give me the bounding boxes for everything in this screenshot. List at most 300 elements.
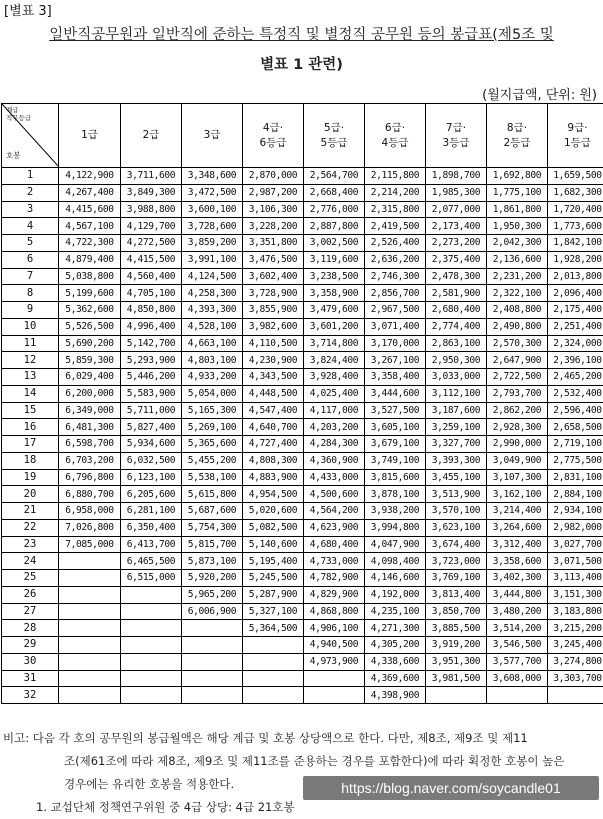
title-line-1: 일반직공무원과 일반직에 준하는 특정직 및 별정직 공무원 등의 봉급표(제5조 및 [0,20,603,50]
table-row [2,369,603,386]
salary-cell: 3,183,800 [548,603,603,620]
salary-cell: 4,122,900 [59,168,121,185]
salary-cell: 3,312,400 [487,536,548,553]
salary-cell: 3,170,000 [365,335,426,352]
salary-cell: 6,515,000 [121,570,182,587]
salary-cell: 2,967,500 [365,302,426,319]
salary-cell [121,670,182,687]
salary-cell: 6,281,100 [121,503,182,520]
salary-cell: 3,479,600 [304,302,365,319]
salary-cell: 4,284,300 [304,436,365,453]
salary-cell: 5,711,000 [121,402,182,419]
salary-cell: 3,444,800 [487,586,548,603]
salary-cell: 2,719,100 [548,436,603,453]
table-row [2,486,603,503]
salary-cell [426,687,487,704]
salary-cell: 4,393,300 [182,302,243,319]
salary-cell: 4,623,900 [304,519,365,536]
salary-cell: 2,231,200 [487,268,548,285]
corner-step-label: 호봉 [6,148,21,163]
salary-cell: 5,245,500 [243,570,304,587]
salary-cell: 4,448,500 [243,385,304,402]
step-cell: 32 [2,687,59,704]
salary-cell: 5,038,800 [59,268,121,285]
step-cell: 6 [2,251,59,268]
salary-cell: 4,117,000 [304,402,365,419]
salary-cell: 5,859,300 [59,352,121,369]
salary-cell: 3,723,000 [426,553,487,570]
salary-cell: 2,315,800 [365,201,426,218]
salary-cell: 2,793,700 [487,385,548,402]
salary-cell: 4,733,000 [304,553,365,570]
step-cell: 7 [2,268,59,285]
grade-column-header: 4급· 6등급 [243,104,304,168]
salary-cell: 2,982,000 [548,519,603,536]
salary-cell: 2,396,100 [548,352,603,369]
salary-cell: 2,251,400 [548,318,603,335]
salary-cell: 3,514,200 [487,620,548,637]
salary-cell: 2,990,000 [487,436,548,453]
salary-cell: 7,085,000 [59,536,121,553]
step-cell: 27 [2,603,59,620]
blog-watermark: https://blog.naver.com/soycandle01 [303,776,599,800]
table-row [2,452,603,469]
salary-cell: 2,775,500 [548,452,603,469]
salary-cell: 5,446,200 [121,369,182,386]
note-line: 경우에는 유리한 호봉을 적용한다. [3,773,601,796]
salary-cell: 4,203,200 [304,419,365,436]
salary-cell: 3,982,600 [243,318,304,335]
salary-cell [182,653,243,670]
salary-cell: 3,214,400 [487,503,548,520]
salary-cell: 4,305,200 [365,637,426,654]
salary-cell: 3,187,600 [426,402,487,419]
salary-cell [121,687,182,704]
salary-cell: 5,082,500 [243,519,304,536]
salary-cell: 4,415,600 [59,201,121,218]
salary-cell: 4,338,600 [365,653,426,670]
salary-cell [59,670,121,687]
salary-cell: 2,175,400 [548,302,603,319]
salary-cell: 3,027,700 [548,536,603,553]
salary-cell: 2,950,300 [426,352,487,369]
salary-cell [121,620,182,637]
salary-cell: 5,873,100 [182,553,243,570]
salary-cell: 4,369,600 [365,670,426,687]
salary-cell: 6,465,500 [121,553,182,570]
step-cell: 16 [2,419,59,436]
salary-cell: 1,720,400 [548,201,603,218]
salary-cell: 3,824,400 [304,352,365,369]
grade-column-header: 6급· 4등급 [365,104,426,168]
salary-cell: 3,728,600 [182,218,243,235]
salary-cell [59,570,121,587]
salary-cell [59,620,121,637]
salary-cell: 6,006,900 [182,603,243,620]
salary-cell: 4,230,900 [243,352,304,369]
table-row [2,570,603,587]
salary-cell: 5,934,600 [121,436,182,453]
table-row [2,385,603,402]
salary-cell: 5,455,200 [182,452,243,469]
salary-cell: 4,850,800 [121,302,182,319]
salary-cell: 3,859,200 [182,235,243,252]
table-row [2,637,603,654]
table-row [2,586,603,603]
salary-cell: 5,364,500 [243,620,304,637]
salary-cell: 2,322,100 [487,285,548,302]
salary-cell: 2,077,000 [426,201,487,218]
salary-cell [182,637,243,654]
salary-cell: 3,455,100 [426,469,487,486]
step-cell: 20 [2,486,59,503]
table-row [2,553,603,570]
step-cell: 17 [2,436,59,453]
salary-cell: 7,026,800 [59,519,121,536]
salary-cell [182,687,243,704]
salary-cell: 3,245,400 [548,637,603,654]
salary-cell: 3,674,400 [426,536,487,553]
salary-cell: 2,856,700 [365,285,426,302]
salary-cell: 4,954,500 [243,486,304,503]
salary-cell: 5,687,600 [182,503,243,520]
salary-cell: 3,071,400 [365,318,426,335]
salary-cell: 5,327,100 [243,603,304,620]
salary-cell: 3,600,100 [182,201,243,218]
salary-cell: 1,775,100 [487,184,548,201]
salary-cell: 4,272,500 [121,235,182,252]
salary-cell: 3,601,200 [304,318,365,335]
grade-column-header: 3급 [182,104,243,168]
salary-cell: 3,259,100 [426,419,487,436]
salary-cell [59,687,121,704]
step-cell: 18 [2,452,59,469]
note-item: 1. 교섭단체 정책연구위원 중 4급 상당: 4급 21호봉 [3,796,601,819]
salary-cell: 4,868,800 [304,603,365,620]
salary-cell: 4,722,300 [59,235,121,252]
table-row [2,318,603,335]
salary-cell: 6,958,000 [59,503,121,520]
salary-cell [487,687,548,704]
salary-cell: 2,928,300 [487,419,548,436]
salary-cell: 3,033,000 [426,369,487,386]
salary-cell: 2,887,800 [304,218,365,235]
salary-cell: 3,919,200 [426,637,487,654]
step-cell: 11 [2,335,59,352]
table-row [2,335,603,352]
table-row [2,436,603,453]
table-row [2,285,603,302]
salary-cell: 5,165,300 [182,402,243,419]
salary-cell: 3,476,500 [243,251,304,268]
salary-cell: 5,195,400 [243,553,304,570]
salary-cell: 6,200,000 [59,385,121,402]
salary-cell [182,620,243,637]
salary-cell: 5,140,600 [243,536,304,553]
salary-cell [243,670,304,687]
salary-cell: 4,398,900 [365,687,426,704]
salary-cell: 2,490,800 [487,318,548,335]
salary-cell: 3,351,800 [243,235,304,252]
salary-cell: 2,746,300 [365,268,426,285]
salary-cell: 2,532,400 [548,385,603,402]
salary-cell: 3,527,500 [365,402,426,419]
salary-cell: 5,287,900 [243,586,304,603]
salary-cell: 2,324,000 [548,335,603,352]
salary-cell: 2,478,300 [426,268,487,285]
salary-cell [121,603,182,620]
step-cell: 24 [2,553,59,570]
salary-cell: 4,047,900 [365,536,426,553]
salary-cell: 2,013,800 [548,268,603,285]
salary-cell: 1,842,100 [548,235,603,252]
pay-table-body [2,168,603,704]
salary-cell: 4,933,200 [182,369,243,386]
salary-cell: 2,776,000 [304,201,365,218]
salary-cell: 1,682,300 [548,184,603,201]
salary-cell: 4,271,300 [365,620,426,637]
note-line: 조(제61조에 따라 제8조, 제9조 및 제11조를 준용하는 경우를 포함한다)에 따라 획정한 호봉이 높은 [3,750,601,773]
step-cell: 21 [2,503,59,520]
salary-cell: 2,173,400 [426,218,487,235]
table-row [2,352,603,369]
salary-cell: 3,002,500 [304,235,365,252]
salary-cell: 4,110,500 [243,335,304,352]
salary-cell: 4,235,100 [365,603,426,620]
salary-cell: 2,636,200 [365,251,426,268]
salary-cell: 2,987,200 [243,184,304,201]
salary-cell: 2,564,700 [304,168,365,185]
salary-cell: 4,567,100 [59,218,121,235]
salary-cell: 3,991,100 [182,251,243,268]
step-cell: 8 [2,285,59,302]
salary-cell [182,670,243,687]
table-row [2,670,603,687]
salary-cell: 4,560,400 [121,268,182,285]
salary-cell: 4,808,300 [243,452,304,469]
salary-cell [243,637,304,654]
salary-cell: 5,269,100 [182,419,243,436]
grade-column-header: 9급· 1등급 [548,104,603,168]
salary-cell: 5,690,200 [59,335,121,352]
salary-cell: 3,855,900 [243,302,304,319]
grade-column-header: 1급 [59,104,121,168]
salary-cell: 2,419,500 [365,218,426,235]
salary-cell: 4,782,900 [304,570,365,587]
grade-column-header: 8급· 2등급 [487,104,548,168]
salary-cell: 2,774,400 [426,318,487,335]
salary-cell: 4,192,000 [365,586,426,603]
header-row [2,104,603,168]
step-cell: 15 [2,402,59,419]
table-row [2,503,603,520]
salary-cell: 2,596,400 [548,402,603,419]
salary-cell [243,687,304,704]
step-cell: 5 [2,235,59,252]
salary-cell: 6,032,500 [121,452,182,469]
table-row [2,268,603,285]
salary-cell [59,603,121,620]
step-cell: 31 [2,670,59,687]
salary-cell: 3,994,800 [365,519,426,536]
salary-cell: 3,151,300 [548,586,603,603]
grade-column-header: 2급 [121,104,182,168]
salary-cell: 2,647,900 [487,352,548,369]
salary-cell: 3,162,100 [487,486,548,503]
salary-cell [121,637,182,654]
salary-cell: 5,293,900 [121,352,182,369]
salary-cell: 4,025,400 [304,385,365,402]
salary-cell: 2,465,200 [548,369,603,386]
salary-cell: 4,528,100 [182,318,243,335]
step-cell: 19 [2,469,59,486]
salary-cell: 3,106,300 [243,201,304,218]
salary-cell: 5,020,600 [243,503,304,520]
table-row [2,687,603,704]
salary-cell: 5,754,300 [182,519,243,536]
step-cell: 23 [2,536,59,553]
salary-cell: 2,570,300 [487,335,548,352]
salary-cell: 4,564,200 [304,503,365,520]
salary-cell: 1,659,500 [548,168,603,185]
table-row [2,201,603,218]
salary-cell: 6,796,800 [59,469,121,486]
corner-grade-label: 계급 직무등급 [6,106,31,122]
salary-cell: 3,119,600 [304,251,365,268]
salary-cell: 4,146,600 [365,570,426,587]
salary-cell: 4,829,900 [304,586,365,603]
salary-cell: 3,570,100 [426,503,487,520]
salary-cell [243,653,304,670]
salary-cell [548,687,603,704]
salary-cell: 3,113,400 [548,570,603,587]
salary-cell: 1,985,300 [426,184,487,201]
salary-cell: 3,623,100 [426,519,487,536]
salary-cell: 1,928,200 [548,251,603,268]
salary-cell: 4,940,500 [304,637,365,654]
table-row [2,469,603,486]
step-cell: 9 [2,302,59,319]
salary-cell: 6,481,300 [59,419,121,436]
salary-cell: 6,350,400 [121,519,182,536]
pay-table [1,103,603,704]
salary-cell: 5,827,400 [121,419,182,436]
salary-cell: 3,358,400 [365,369,426,386]
salary-cell: 5,583,900 [121,385,182,402]
table-row [2,251,603,268]
salary-cell: 4,879,400 [59,251,121,268]
salary-cell: 3,769,100 [426,570,487,587]
salary-cell: 6,349,000 [59,402,121,419]
salary-cell: 2,862,200 [487,402,548,419]
salary-cell: 4,680,400 [304,536,365,553]
salary-cell: 1,692,800 [487,168,548,185]
salary-cell: 2,680,400 [426,302,487,319]
salary-cell: 4,705,100 [121,285,182,302]
salary-cell: 1,898,700 [426,168,487,185]
title-line-2: 별표 1 관련) [0,50,603,80]
salary-cell: 2,096,400 [548,285,603,302]
salary-cell: 3,602,400 [243,268,304,285]
salary-cell: 3,358,600 [487,553,548,570]
salary-cell: 4,883,900 [243,469,304,486]
salary-cell: 3,215,200 [548,620,603,637]
salary-cell: 3,071,500 [548,553,603,570]
salary-cell [121,653,182,670]
salary-cell: 3,402,300 [487,570,548,587]
salary-cell: 4,640,700 [243,419,304,436]
salary-cell: 3,951,300 [426,653,487,670]
table-row [2,620,603,637]
salary-cell: 3,608,000 [487,670,548,687]
salary-cell: 3,815,600 [365,469,426,486]
salary-cell: 3,480,200 [487,603,548,620]
table-row [2,168,603,185]
salary-cell: 2,722,500 [487,369,548,386]
salary-cell: 4,267,400 [59,184,121,201]
salary-cell: 5,054,000 [182,385,243,402]
salary-cell [59,653,121,670]
salary-cell [304,670,365,687]
table-row [2,536,603,553]
step-cell: 1 [2,168,59,185]
step-cell: 14 [2,385,59,402]
salary-cell: 5,142,700 [121,335,182,352]
salary-cell: 5,199,600 [59,285,121,302]
salary-cell: 3,711,600 [121,168,182,185]
salary-cell: 4,547,400 [243,402,304,419]
salary-cell [121,586,182,603]
grade-column-header: 5급· 5등급 [304,104,365,168]
salary-cell [59,637,121,654]
salary-cell: 3,444,600 [365,385,426,402]
salary-cell: 3,849,300 [121,184,182,201]
salary-cell: 4,433,000 [304,469,365,486]
salary-cell: 5,538,100 [182,469,243,486]
salary-cell: 2,214,200 [365,184,426,201]
salary-cell: 1,950,300 [487,218,548,235]
table-row [2,519,603,536]
salary-cell: 3,228,200 [243,218,304,235]
salary-cell: 2,668,400 [304,184,365,201]
salary-cell: 3,238,500 [304,268,365,285]
salary-cell [59,553,121,570]
salary-cell: 4,996,400 [121,318,182,335]
salary-cell: 3,112,100 [426,385,487,402]
salary-cell: 3,267,100 [365,352,426,369]
salary-cell: 4,360,900 [304,452,365,469]
table-row [2,235,603,252]
salary-cell: 4,124,500 [182,268,243,285]
salary-cell: 3,348,600 [182,168,243,185]
salary-cell: 5,526,500 [59,318,121,335]
unit-label: (월지급액, 단위: 원) [482,84,597,103]
step-cell: 12 [2,352,59,369]
salary-cell: 3,981,500 [426,670,487,687]
salary-cell: 4,727,400 [243,436,304,453]
salary-cell: 5,920,200 [182,570,243,587]
table-row [2,302,603,319]
salary-cell: 3,472,500 [182,184,243,201]
salary-cell: 6,205,600 [121,486,182,503]
salary-cell: 2,658,500 [548,419,603,436]
salary-cell: 3,605,100 [365,419,426,436]
salary-cell: 4,343,500 [243,369,304,386]
step-cell: 22 [2,519,59,536]
salary-cell: 2,870,000 [243,168,304,185]
salary-cell: 3,107,300 [487,469,548,486]
salary-cell: 3,885,500 [426,620,487,637]
